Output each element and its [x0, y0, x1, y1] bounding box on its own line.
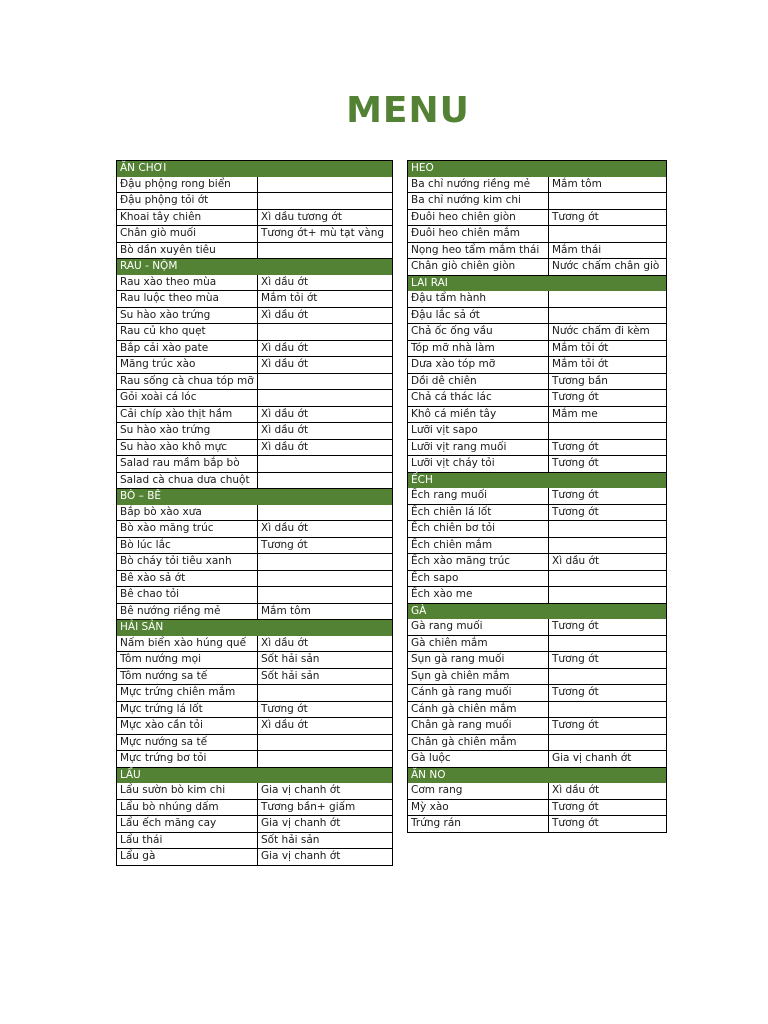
menu-row — [408, 308, 667, 325]
menu-row — [117, 571, 393, 588]
dish-name: Lẩu thái — [117, 833, 258, 849]
dish-sauce: Gia vị chanh ớt — [549, 751, 667, 767]
menu-row — [408, 735, 667, 752]
dish-name: Ếch sapo — [408, 571, 549, 587]
menu-row — [408, 341, 667, 358]
dish-sauce — [258, 324, 393, 340]
menu-row — [117, 685, 393, 702]
dish-name: Lẩu ếch măng cay — [117, 816, 258, 832]
dish-name: Tôm nướng sa tế — [117, 669, 258, 685]
dish-sauce: Mắm me — [549, 407, 667, 423]
dish-sauce — [549, 735, 667, 751]
dish-sauce: Xì dầu ớt — [258, 718, 393, 734]
dish-sauce: Mắm tôm — [549, 177, 667, 193]
menu-row — [117, 587, 393, 604]
section-header: HẢI SẢN — [117, 620, 393, 636]
page-title: MENU — [346, 90, 470, 131]
dish-sauce — [258, 735, 393, 751]
menu-row — [117, 735, 393, 752]
dish-name: Đậu tẩm hành — [408, 291, 549, 307]
dish-sauce — [258, 193, 393, 209]
dish-name: Salad cà chua dưa chuột — [117, 473, 258, 489]
dish-name: Su hào xào trứng — [117, 423, 258, 439]
dish-name: Mực trứng chiên mắm — [117, 685, 258, 701]
dish-name: Rau sống cà chua tóp mỡ — [117, 374, 258, 390]
dish-name: Salad rau mầm bắp bò — [117, 456, 258, 472]
dish-sauce: Tương ớt — [549, 619, 667, 635]
dish-name: Cơm rang — [408, 783, 549, 799]
dish-name: Đậu lắc sả ớt — [408, 308, 549, 324]
menu-row — [408, 538, 667, 555]
menu-row — [408, 423, 667, 440]
dish-sauce: Tương ớt — [549, 800, 667, 816]
menu-row — [117, 554, 393, 571]
menu-row — [117, 226, 393, 243]
dish-name: Ếch xào măng trúc — [408, 554, 549, 570]
menu-column-right — [407, 160, 667, 833]
dish-name: Chả cá thác lác — [408, 390, 549, 406]
menu-row — [117, 440, 393, 457]
menu-row — [117, 636, 393, 653]
dish-sauce: Tương ớt+ mù tạt vàng — [258, 226, 393, 242]
dish-name: Lẩu sườn bò kim chi — [117, 783, 258, 799]
menu-row — [408, 521, 667, 538]
dish-name: Gỏi xoài cá lóc — [117, 390, 258, 406]
dish-sauce — [549, 669, 667, 685]
menu-row — [408, 440, 667, 457]
menu-row — [408, 702, 667, 719]
dish-sauce — [258, 685, 393, 701]
dish-name: Đuôi heo chiên giòn — [408, 210, 549, 226]
menu-row — [117, 652, 393, 669]
dish-sauce: Tương ớt — [549, 816, 667, 832]
menu-row — [408, 783, 667, 800]
dish-name: Lẩu gà — [117, 849, 258, 865]
dish-sauce: Xì dầu ớt — [258, 407, 393, 423]
menu-row — [117, 357, 393, 374]
dish-sauce: Tương bần — [549, 374, 667, 390]
dish-sauce: Xì dầu ớt — [258, 636, 393, 652]
section-header: LAI RAI — [408, 276, 667, 292]
dish-name: Bò cháy tỏi tiêu xanh — [117, 554, 258, 570]
dish-name: Khô cá miền tây — [408, 407, 549, 423]
section-header: ẾCH — [408, 473, 667, 489]
dish-sauce — [549, 193, 667, 209]
dish-sauce — [549, 571, 667, 587]
menu-row — [408, 407, 667, 424]
dish-name: Cánh gà rang muối — [408, 685, 549, 701]
menu-row — [117, 324, 393, 341]
dish-sauce: Mắm tỏi ớt — [549, 341, 667, 357]
dish-name: Bê chao tỏi — [117, 587, 258, 603]
menu-row — [117, 473, 393, 490]
dish-name: Mực trứng lá lốt — [117, 702, 258, 718]
menu-row — [117, 849, 393, 866]
dish-name: Trứng rán — [408, 816, 549, 832]
dish-name: Bắp cải xào pate — [117, 341, 258, 357]
menu-row — [117, 456, 393, 473]
dish-name: Bê nướng riềng mẻ — [117, 604, 258, 620]
dish-name: Su hào xào trứng — [117, 308, 258, 324]
menu-row — [117, 702, 393, 719]
dish-sauce: Gia vị chanh ớt — [258, 816, 393, 832]
menu-row — [117, 275, 393, 292]
menu-row — [408, 357, 667, 374]
menu-row — [117, 177, 393, 194]
dish-sauce: Nước chấm đi kèm — [549, 324, 667, 340]
dish-sauce: Tương ớt — [549, 718, 667, 734]
dish-sauce — [549, 521, 667, 537]
dish-sauce: Tương ớt — [549, 652, 667, 668]
dish-sauce: Xì dầu ớt — [258, 423, 393, 439]
menu-row — [117, 423, 393, 440]
section-header: LẨU — [117, 768, 393, 784]
dish-sauce: Xì dầu ớt — [258, 341, 393, 357]
dish-name: Mực nướng sa tế — [117, 735, 258, 751]
menu-row — [408, 456, 667, 473]
dish-name: Tóp mỡ nhà làm — [408, 341, 549, 357]
section-header: HEO — [408, 161, 667, 177]
dish-name: Dồi dê chiên — [408, 374, 549, 390]
dish-sauce — [258, 243, 393, 259]
dish-name: Ếch chiên bơ tỏi — [408, 521, 549, 537]
dish-name: Bò dần xuyên tiêu — [117, 243, 258, 259]
dish-name: Mỳ xào — [408, 800, 549, 816]
dish-sauce: Mắm tỏi ớt — [549, 357, 667, 373]
dish-sauce — [549, 226, 667, 242]
menu-row — [117, 308, 393, 325]
menu-row — [408, 374, 667, 391]
dish-sauce: Sốt hải sản — [258, 833, 393, 849]
dish-sauce — [549, 291, 667, 307]
menu-row — [117, 210, 393, 227]
menu-row — [408, 193, 667, 210]
dish-name: Sụn gà chiên mắm — [408, 669, 549, 685]
dish-sauce — [258, 587, 393, 603]
dish-sauce: Xì dầu ớt — [258, 275, 393, 291]
dish-name: Dưa xào tóp mỡ — [408, 357, 549, 373]
menu-row — [408, 571, 667, 588]
dish-name: Sụn gà rang muối — [408, 652, 549, 668]
dish-sauce: Xì dầu ớt — [258, 308, 393, 324]
dish-sauce: Tương ớt — [549, 685, 667, 701]
dish-sauce — [549, 636, 667, 652]
dish-sauce — [549, 423, 667, 439]
menu-row — [408, 243, 667, 260]
dish-name: Đuôi heo chiên mắm — [408, 226, 549, 242]
dish-sauce: Tương ớt — [258, 702, 393, 718]
dish-name: Ba chỉ nướng riềng mẻ — [408, 177, 549, 193]
menu-row — [117, 800, 393, 817]
dish-sauce: Mắm tỏi ớt — [258, 291, 393, 307]
dish-name: Chân gà chiên mắm — [408, 735, 549, 751]
menu-row — [117, 604, 393, 621]
menu-row — [408, 669, 667, 686]
dish-name: Mực trứng bơ tỏi — [117, 751, 258, 767]
dish-sauce: Nước chấm chân giò — [549, 259, 667, 275]
dish-name: Cải chíp xào thịt hầm — [117, 407, 258, 423]
dish-sauce: Xì dầu ớt — [549, 554, 667, 570]
dish-name: Đậu phộng rong biển — [117, 177, 258, 193]
dish-sauce: Xì dầu tương ớt — [258, 210, 393, 226]
dish-sauce — [258, 374, 393, 390]
section-header: BÒ – BÊ — [117, 489, 393, 505]
dish-sauce — [258, 177, 393, 193]
dish-sauce: Tương ớt — [549, 440, 667, 456]
dish-name: Rau luộc theo mùa — [117, 291, 258, 307]
dish-name: Cánh gà chiên mắm — [408, 702, 549, 718]
dish-name: Ếch rang muối — [408, 488, 549, 504]
menu-row — [117, 783, 393, 800]
dish-name: Bò lúc lắc — [117, 538, 258, 554]
menu-row — [408, 259, 667, 276]
menu-row — [117, 521, 393, 538]
section-header: RAU - NỘM — [117, 259, 393, 275]
menu-row — [408, 390, 667, 407]
dish-sauce — [549, 702, 667, 718]
dish-name: Ếch chiên lá lốt — [408, 505, 549, 521]
dish-name: Gà luộc — [408, 751, 549, 767]
dish-sauce: Sốt hải sản — [258, 669, 393, 685]
menu-row — [117, 538, 393, 555]
dish-name: Su hào xào khô mực — [117, 440, 258, 456]
menu-row — [408, 210, 667, 227]
menu-row — [117, 243, 393, 260]
dish-name: Lẩu bò nhúng dấm — [117, 800, 258, 816]
dish-name: Ba chỉ nướng kim chi — [408, 193, 549, 209]
menu-row — [408, 685, 667, 702]
menu-row — [408, 324, 667, 341]
dish-sauce — [258, 751, 393, 767]
menu-row — [117, 833, 393, 850]
menu-row — [117, 341, 393, 358]
dish-sauce: Mắm tôm — [258, 604, 393, 620]
dish-sauce: Tương ớt — [549, 505, 667, 521]
dish-name: Đậu phộng tỏi ớt — [117, 193, 258, 209]
dish-name: Chả ốc ống vầu — [408, 324, 549, 340]
menu-row — [408, 505, 667, 522]
dish-sauce — [258, 505, 393, 521]
dish-name: Lưỡi vịt sapo — [408, 423, 549, 439]
dish-name: Lưỡi vịt rang muối — [408, 440, 549, 456]
dish-name: Lưỡi vịt cháy tỏi — [408, 456, 549, 472]
menu-row — [408, 619, 667, 636]
dish-sauce: Gia vị chanh ớt — [258, 783, 393, 799]
dish-name: Chân giò chiên giòn — [408, 259, 549, 275]
dish-sauce: Tương ớt — [549, 210, 667, 226]
dish-name: Tôm nướng mọi — [117, 652, 258, 668]
dish-sauce: Tương ớt — [549, 456, 667, 472]
dish-name: Bê xào sả ớt — [117, 571, 258, 587]
menu-row — [117, 816, 393, 833]
dish-sauce: Xì dầu ớt — [258, 440, 393, 456]
dish-sauce: Tương ớt — [549, 488, 667, 504]
dish-name: Khoai tây chiên — [117, 210, 258, 226]
menu-row — [408, 636, 667, 653]
dish-name: Ếch chiên mắm — [408, 538, 549, 554]
menu-row — [408, 652, 667, 669]
dish-name: Rau củ kho quẹt — [117, 324, 258, 340]
dish-sauce: Gia vị chanh ớt — [258, 849, 393, 865]
section-header: GÀ — [408, 604, 667, 620]
menu-row — [408, 291, 667, 308]
menu-column-left — [116, 160, 393, 866]
dish-sauce: Tương bần+ giấm — [258, 800, 393, 816]
menu-row — [408, 587, 667, 604]
dish-name: Gà chiên mắm — [408, 636, 549, 652]
dish-sauce — [549, 587, 667, 603]
dish-sauce: Tương ớt — [549, 390, 667, 406]
dish-name: Chân giò muối — [117, 226, 258, 242]
menu-row — [408, 554, 667, 571]
dish-name: Chân gà rang muối — [408, 718, 549, 734]
menu-row — [408, 177, 667, 194]
menu-row — [117, 390, 393, 407]
dish-name: Bò xào măng trúc — [117, 521, 258, 537]
dish-sauce — [258, 456, 393, 472]
dish-name: Nọng heo tẩm mắm thái — [408, 243, 549, 259]
dish-sauce — [258, 390, 393, 406]
dish-name: Nấm biển xào húng quế — [117, 636, 258, 652]
dish-sauce: Sốt hải sản — [258, 652, 393, 668]
menu-row — [408, 226, 667, 243]
menu-row — [408, 751, 667, 768]
dish-name: Rau xào theo mùa — [117, 275, 258, 291]
dish-sauce — [549, 538, 667, 554]
menu-row — [408, 718, 667, 735]
menu-row — [117, 193, 393, 210]
dish-sauce — [258, 571, 393, 587]
section-header: ĂN NO — [408, 768, 667, 784]
menu-row — [408, 488, 667, 505]
menu-row — [117, 407, 393, 424]
menu-row — [117, 718, 393, 735]
menu-row — [117, 374, 393, 391]
section-header: ĂN CHƠI — [117, 161, 393, 177]
dish-sauce: Xì dầu ớt — [258, 357, 393, 373]
menu-row — [117, 505, 393, 522]
menu-row — [408, 816, 667, 833]
dish-sauce: Xì dầu ớt — [258, 521, 393, 537]
dish-sauce — [258, 554, 393, 570]
dish-sauce — [258, 473, 393, 489]
dish-name: Gà rang muối — [408, 619, 549, 635]
dish-name: Ếch xào me — [408, 587, 549, 603]
dish-sauce: Tương ớt — [258, 538, 393, 554]
dish-sauce: Mắm thái — [549, 243, 667, 259]
menu-row — [117, 669, 393, 686]
menu-row — [117, 751, 393, 768]
menu-row — [408, 800, 667, 817]
dish-sauce: Xì dầu ớt — [549, 783, 667, 799]
menu-row — [117, 291, 393, 308]
dish-name: Măng trúc xào — [117, 357, 258, 373]
dish-sauce — [549, 308, 667, 324]
dish-name: Mực xào cần tỏi — [117, 718, 258, 734]
dish-name: Bắp bò xào xưa — [117, 505, 258, 521]
